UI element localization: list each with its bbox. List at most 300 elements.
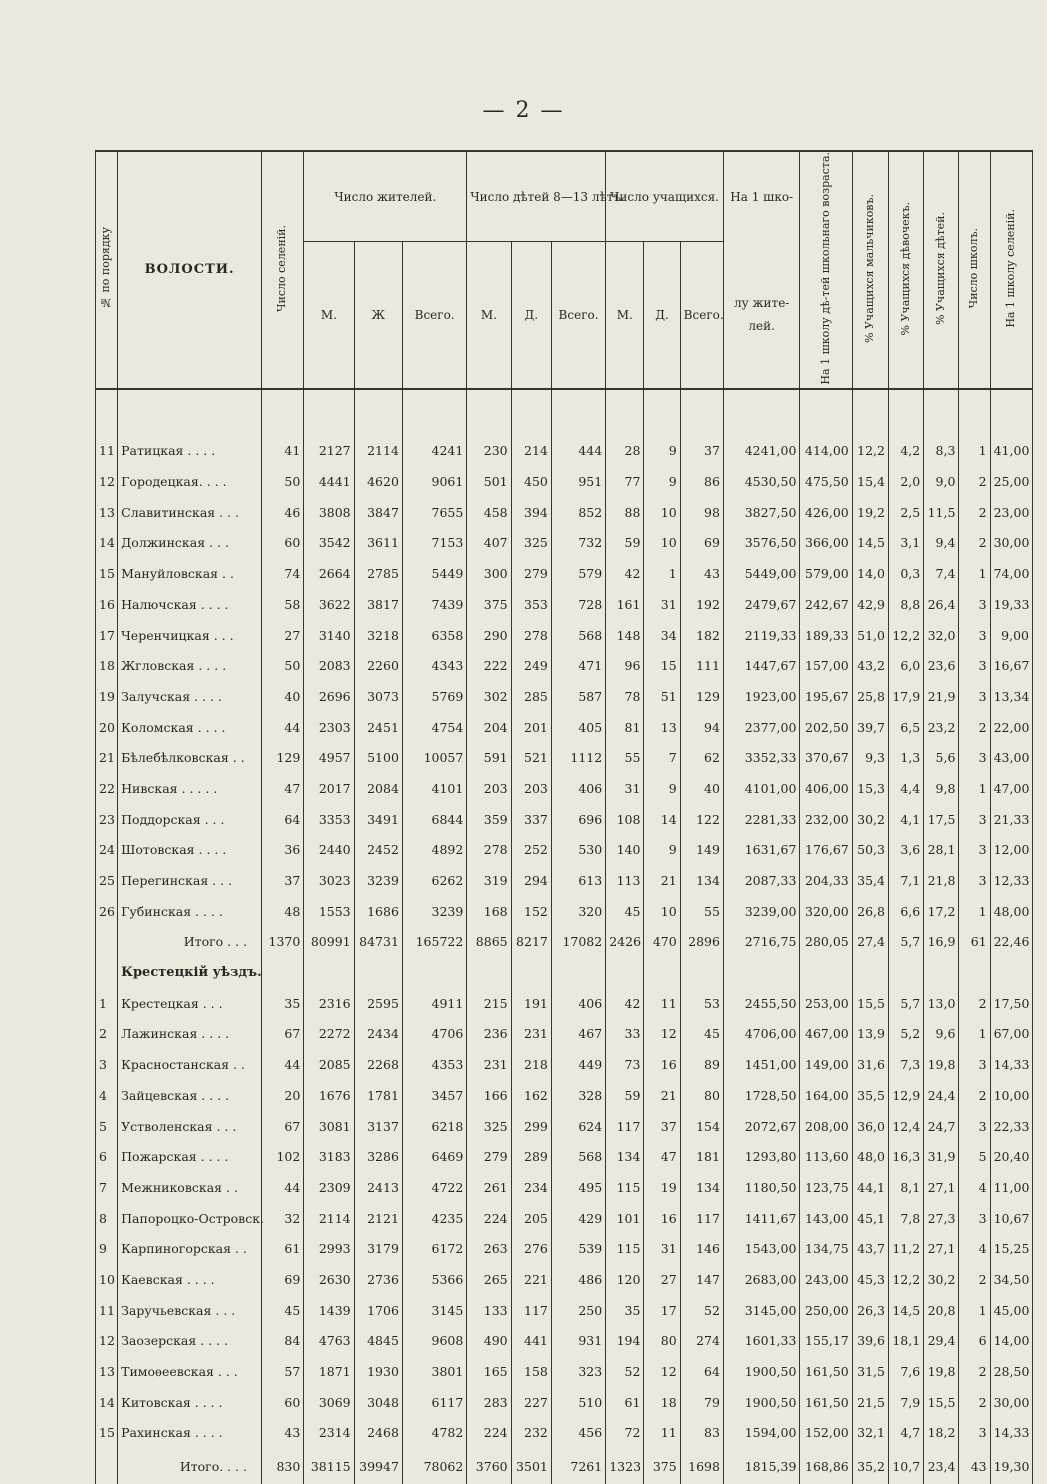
cell-children-m: 203 [467, 773, 511, 804]
cell-children-d: 221 [511, 1264, 551, 1295]
cell-residents-per-school: 4706,00 [723, 1019, 799, 1050]
cell-villages-per-school: 67,00 [990, 1019, 1032, 1050]
cell-children-d: 214 [511, 436, 551, 467]
cell-pct-boys: 15,3 [852, 773, 888, 804]
cell-pct-boys: 42,9 [852, 589, 888, 620]
cell-pct-boys: 14,0 [852, 558, 888, 589]
cell-pct-girls: 8,8 [888, 589, 923, 620]
cell-pct-children: 9,8 [924, 773, 959, 804]
cell-pct-children: 23,2 [924, 712, 959, 743]
cell-residents-per-school: 2683,00 [723, 1264, 799, 1295]
cell-pupils-m: 59 [606, 528, 644, 559]
cell-pct-children: 23,4 [924, 1448, 959, 1484]
cell-children-m: 359 [467, 804, 511, 835]
cell-pupils-d: 31 [644, 1233, 680, 1264]
cell-children-m: 222 [467, 650, 511, 681]
cell-residents-per-school: 1923,00 [723, 681, 799, 712]
section-title: Крестецкій уѣздъ. [118, 957, 262, 988]
cell-pct-boys [852, 957, 888, 988]
cell-pct-children: 27,1 [924, 1172, 959, 1203]
cell-children-m [467, 957, 511, 988]
cell-villages-per-school: 47,00 [990, 773, 1032, 804]
header-villages: Число селеній. [262, 151, 304, 389]
cell-inhabitants-zh: 2114 [354, 436, 402, 467]
cell-pct-children: 19,8 [924, 1049, 959, 1080]
cell-villages: 48 [262, 896, 304, 927]
row-number: 3 [96, 1049, 118, 1080]
volost-name: Рахинская . . . . [118, 1418, 262, 1449]
cell-children-m: 375 [467, 589, 511, 620]
cell-pupils-d: 21 [644, 1080, 680, 1111]
cell-children-total: 406 [551, 773, 605, 804]
cell-pct-boys: 50,3 [852, 835, 888, 866]
cell-pupils-d: 16 [644, 1049, 680, 1080]
volost-name: Пожарская . . . . [118, 1141, 262, 1172]
cell-inhabitants-zh: 2121 [354, 1203, 402, 1234]
header-inhabitants-zh: Ж [354, 242, 402, 389]
cell-villages: 58 [262, 589, 304, 620]
section-heading-row [96, 957, 1033, 988]
cell-inhabitants-total: 4911 [402, 988, 466, 1019]
cell-children-total [551, 957, 605, 988]
cell-children-d: 276 [511, 1233, 551, 1264]
cell-pupils-total: 45 [680, 1019, 723, 1050]
cell-children-d: 450 [511, 466, 551, 497]
cell-pupils-d: 9 [644, 835, 680, 866]
spacer-row [96, 389, 1033, 436]
cell-children-d: 203 [511, 773, 551, 804]
volost-name: Черенчицкая . . . [118, 620, 262, 651]
cell-pupils-m: 101 [606, 1203, 644, 1234]
header-pct-girls: % Учащихся дѣвочекъ. [888, 151, 923, 389]
cell-villages-per-school: 17,50 [990, 988, 1032, 1019]
cell-pupils-m: 52 [606, 1356, 644, 1387]
cell-pct-boys: 26,8 [852, 896, 888, 927]
cell-pct-children: 32,0 [924, 620, 959, 651]
cell-residents-per-school: 4530,50 [723, 466, 799, 497]
cell-inhabitants-m: 2085 [304, 1049, 354, 1080]
cell-children-per-school: 176,67 [800, 835, 852, 866]
cell-pupils-m [606, 957, 644, 988]
cell-villages: 37 [262, 865, 304, 896]
row-number: 26 [96, 896, 118, 927]
cell-pct-children: 9,0 [924, 466, 959, 497]
cell-children-d: 201 [511, 712, 551, 743]
cell-pct-children: 9,4 [924, 528, 959, 559]
cell-schools: 3 [959, 650, 990, 681]
table-row [96, 466, 1033, 497]
cell-pupils-m: 55 [606, 742, 644, 773]
row-number: 11 [96, 1295, 118, 1326]
cell-inhabitants-m: 3353 [304, 804, 354, 835]
cell-children-m: 490 [467, 1326, 511, 1357]
cell-residents-per-school: 1447,67 [723, 650, 799, 681]
cell-pupils-d: 27 [644, 1264, 680, 1295]
cell-children-m: 168 [467, 896, 511, 927]
cell-villages: 74 [262, 558, 304, 589]
cell-pct-boys: 12,2 [852, 436, 888, 467]
cell-pct-girls: 0,3 [888, 558, 923, 589]
cell-pct-boys: 19,2 [852, 497, 888, 528]
cell-pupils-m: 140 [606, 835, 644, 866]
cell-schools: 1 [959, 773, 990, 804]
cell-children-d: 289 [511, 1141, 551, 1172]
cell-children-total: 405 [551, 712, 605, 743]
cell-pupils-m: 115 [606, 1172, 644, 1203]
table-header [96, 151, 1033, 389]
cell-villages: 41 [262, 436, 304, 467]
cell-children-m: 204 [467, 712, 511, 743]
cell-pupils-d: 470 [644, 927, 680, 958]
cell-villages: 27 [262, 620, 304, 651]
cell-pupils-total: 37 [680, 436, 723, 467]
volost-name: Ратицкая . . . . [118, 436, 262, 467]
cell-inhabitants-total: 6218 [402, 1111, 466, 1142]
cell-villages: 50 [262, 466, 304, 497]
statistics-table [95, 150, 1033, 1484]
cell-pupils-m: 117 [606, 1111, 644, 1142]
volost-name: Залучская . . . . [118, 681, 262, 712]
cell-inhabitants-total: 3145 [402, 1295, 466, 1326]
cell-schools: 3 [959, 589, 990, 620]
cell-inhabitants-m [304, 957, 354, 988]
cell-villages: 67 [262, 1111, 304, 1142]
cell-inhabitants-zh: 3286 [354, 1141, 402, 1172]
cell-pct-children: 18,2 [924, 1418, 959, 1449]
row-number: 14 [96, 528, 118, 559]
volost-name: Жгловская . . . . [118, 650, 262, 681]
cell-pupils-d: 16 [644, 1203, 680, 1234]
cell-children-total: 7261 [551, 1448, 605, 1484]
row-number [96, 927, 118, 958]
cell-children-total: 250 [551, 1295, 605, 1326]
cell-inhabitants-m: 1676 [304, 1080, 354, 1111]
volost-name: Каевская . . . . [118, 1264, 262, 1295]
cell-pupils-m: 148 [606, 620, 644, 651]
cell-children-m: 325 [467, 1111, 511, 1142]
cell-pct-boys: 43,2 [852, 650, 888, 681]
cell-children-d: 158 [511, 1356, 551, 1387]
cell-children-per-school: 204,33 [800, 865, 852, 896]
cell-pct-boys: 35,4 [852, 865, 888, 896]
cell-residents-per-school: 1594,00 [723, 1418, 799, 1449]
cell-pct-children: 24,7 [924, 1111, 959, 1142]
cell-pct-boys: 21,5 [852, 1387, 888, 1418]
table-row [96, 1080, 1033, 1111]
cell-children-d: 205 [511, 1203, 551, 1234]
cell-pct-children: 5,6 [924, 742, 959, 773]
row-number: 25 [96, 865, 118, 896]
cell-pct-boys: 25,8 [852, 681, 888, 712]
header-inhabitants: Число жителей. [304, 151, 467, 242]
cell-pct-girls: 12,2 [888, 1264, 923, 1295]
cell-inhabitants-zh: 2260 [354, 650, 402, 681]
cell-villages: 44 [262, 1049, 304, 1080]
cell-pct-children: 28,1 [924, 835, 959, 866]
header-order-no: № по порядку [96, 151, 118, 389]
cell-children-total: 444 [551, 436, 605, 467]
cell-schools: 2 [959, 497, 990, 528]
cell-villages: 40 [262, 681, 304, 712]
cell-inhabitants-total: 6172 [402, 1233, 466, 1264]
cell-villages-per-school: 34,50 [990, 1264, 1032, 1295]
cell-children-d: 249 [511, 650, 551, 681]
cell-pupils-total: 80 [680, 1080, 723, 1111]
volost-name: Межниковская . . [118, 1172, 262, 1203]
cell-children-per-school: 143,00 [800, 1203, 852, 1234]
table-row [96, 712, 1033, 743]
cell-pct-children: 30,2 [924, 1264, 959, 1295]
cell-pct-boys: 48,0 [852, 1141, 888, 1172]
cell-pupils-total: 181 [680, 1141, 723, 1172]
cell-inhabitants-zh: 2413 [354, 1172, 402, 1203]
volost-name: Карпиногорская . . [118, 1233, 262, 1264]
cell-pct-boys: 9,3 [852, 742, 888, 773]
cell-inhabitants-m: 80991 [304, 927, 354, 958]
cell-children-m: 133 [467, 1295, 511, 1326]
cell-pupils-d: 13 [644, 712, 680, 743]
cell-children-total: 931 [551, 1326, 605, 1357]
cell-schools: 3 [959, 1418, 990, 1449]
volost-name: Итого. . . . [118, 1448, 262, 1484]
cell-schools: 3 [959, 804, 990, 835]
cell-pct-children: 7,4 [924, 558, 959, 589]
cell-pupils-total: 64 [680, 1356, 723, 1387]
cell-pct-girls: 16,3 [888, 1141, 923, 1172]
table-row [96, 1356, 1033, 1387]
cell-pct-girls: 14,5 [888, 1295, 923, 1326]
cell-children-d: 234 [511, 1172, 551, 1203]
cell-children-per-school: 366,00 [800, 528, 852, 559]
table-row [96, 988, 1033, 1019]
cell-residents-per-school: 1293,80 [723, 1141, 799, 1172]
cell-children-per-school: 113,60 [800, 1141, 852, 1172]
cell-residents-per-school: 1900,50 [723, 1387, 799, 1418]
header-schools: Число школъ. [959, 151, 990, 389]
cell-inhabitants-total: 6844 [402, 804, 466, 835]
cell-villages-per-school: 9,00 [990, 620, 1032, 651]
cell-villages-per-school: 14,33 [990, 1049, 1032, 1080]
cell-pct-children: 13,0 [924, 988, 959, 1019]
cell-pct-girls: 5,2 [888, 1019, 923, 1050]
cell-inhabitants-m: 2127 [304, 436, 354, 467]
cell-children-d: 325 [511, 528, 551, 559]
cell-residents-per-school: 3827,50 [723, 497, 799, 528]
cell-residents-per-school: 1900,50 [723, 1356, 799, 1387]
cell-children-total: 579 [551, 558, 605, 589]
cell-children-per-school: 253,00 [800, 988, 852, 1019]
cell-schools: 6 [959, 1326, 990, 1357]
cell-pupils-d: 47 [644, 1141, 680, 1172]
cell-residents-per-school: 3145,00 [723, 1295, 799, 1326]
cell-inhabitants-total: 3457 [402, 1080, 466, 1111]
row-number: 21 [96, 742, 118, 773]
cell-children-m: 300 [467, 558, 511, 589]
cell-children-total: 613 [551, 865, 605, 896]
cell-pupils-d: 31 [644, 589, 680, 620]
volost-name: Лажинская . . . . [118, 1019, 262, 1050]
cell-children-total: 406 [551, 988, 605, 1019]
cell-residents-per-school: 3576,50 [723, 528, 799, 559]
cell-villages: 61 [262, 1233, 304, 1264]
cell-pupils-d: 10 [644, 528, 680, 559]
cell-inhabitants-zh: 2736 [354, 1264, 402, 1295]
cell-villages: 44 [262, 1172, 304, 1203]
row-number: 12 [96, 466, 118, 497]
cell-pupils-total: 154 [680, 1111, 723, 1142]
cell-children-total: 323 [551, 1356, 605, 1387]
cell-residents-per-school: 5449,00 [723, 558, 799, 589]
cell-children-per-school: 475,50 [800, 466, 852, 497]
cell-children-m: 236 [467, 1019, 511, 1050]
cell-villages: 64 [262, 804, 304, 835]
cell-inhabitants-zh: 2084 [354, 773, 402, 804]
cell-children-m: 224 [467, 1203, 511, 1234]
cell-inhabitants-m: 2440 [304, 835, 354, 866]
cell-pct-girls: 4,4 [888, 773, 923, 804]
cell-pct-boys: 26,3 [852, 1295, 888, 1326]
cell-pct-children: 23,6 [924, 650, 959, 681]
cell-residents-per-school: 3352,33 [723, 742, 799, 773]
cell-children-d: 3501 [511, 1448, 551, 1484]
cell-pupils-d: 80 [644, 1326, 680, 1357]
cell-villages: 50 [262, 650, 304, 681]
cell-inhabitants-zh [354, 957, 402, 988]
cell-inhabitants-total: 5449 [402, 558, 466, 589]
cell-inhabitants-m: 1553 [304, 896, 354, 927]
cell-inhabitants-m: 3023 [304, 865, 354, 896]
cell-pupils-m: 108 [606, 804, 644, 835]
cell-children-total: 510 [551, 1387, 605, 1418]
cell-inhabitants-zh: 3073 [354, 681, 402, 712]
cell-pupils-m: 77 [606, 466, 644, 497]
cell-pupils-total: 2896 [680, 927, 723, 958]
cell-children-d: 337 [511, 804, 551, 835]
cell-residents-per-school: 1815,39 [723, 1448, 799, 1484]
cell-children-m: 290 [467, 620, 511, 651]
cell-children-d: 252 [511, 835, 551, 866]
cell-pupils-total: 111 [680, 650, 723, 681]
cell-pct-children: 26,4 [924, 589, 959, 620]
cell-children-m: 283 [467, 1387, 511, 1418]
cell-inhabitants-total: 78062 [402, 1448, 466, 1484]
cell-pupils-total: 83 [680, 1418, 723, 1449]
cell-inhabitants-total: 3239 [402, 896, 466, 927]
cell-inhabitants-zh: 1930 [354, 1356, 402, 1387]
cell-children-per-school: 149,00 [800, 1049, 852, 1080]
row-number: 23 [96, 804, 118, 835]
cell-pupils-total: 147 [680, 1264, 723, 1295]
cell-pct-children: 20,8 [924, 1295, 959, 1326]
cell-pct-girls: 17,9 [888, 681, 923, 712]
cell-pupils-total: 40 [680, 773, 723, 804]
table-row [96, 865, 1033, 896]
cell-residents-per-school: 1543,00 [723, 1233, 799, 1264]
cell-children-per-school: 152,00 [800, 1418, 852, 1449]
header-per-school-residents-bottom: лу жите-лей. [723, 242, 799, 389]
table-row [96, 1264, 1033, 1295]
cell-children-m: 165 [467, 1356, 511, 1387]
cell-children-total: 486 [551, 1264, 605, 1295]
table-row [96, 681, 1033, 712]
cell-inhabitants-m: 38115 [304, 1448, 354, 1484]
cell-pupils-d: 15 [644, 650, 680, 681]
cell-children-per-school: 243,00 [800, 1264, 852, 1295]
cell-pct-girls: 5,7 [888, 988, 923, 1019]
row-number: 13 [96, 1356, 118, 1387]
row-number: 22 [96, 773, 118, 804]
cell-inhabitants-zh: 2451 [354, 712, 402, 743]
cell-children-total: 449 [551, 1049, 605, 1080]
cell-villages: 35 [262, 988, 304, 1019]
cell-children-d: 231 [511, 1019, 551, 1050]
cell-villages: 46 [262, 497, 304, 528]
cell-pupils-total: 69 [680, 528, 723, 559]
cell-residents-per-school: 2072,67 [723, 1111, 799, 1142]
cell-schools: 61 [959, 927, 990, 958]
cell-schools: 2 [959, 1387, 990, 1418]
cell-inhabitants-zh: 2468 [354, 1418, 402, 1449]
cell-inhabitants-total: 4706 [402, 1019, 466, 1050]
cell-villages-per-school: 30,00 [990, 1387, 1032, 1418]
cell-pct-boys: 35,5 [852, 1080, 888, 1111]
cell-children-total: 568 [551, 1141, 605, 1172]
cell-children-per-school: 157,00 [800, 650, 852, 681]
cell-pct-children: 9,6 [924, 1019, 959, 1050]
cell-children-total: 456 [551, 1418, 605, 1449]
cell-inhabitants-zh: 3179 [354, 1233, 402, 1264]
cell-pct-children: 8,3 [924, 436, 959, 467]
table-row [96, 558, 1033, 589]
cell-inhabitants-m: 3183 [304, 1141, 354, 1172]
cell-pupils-total: 98 [680, 497, 723, 528]
cell-children-d: 294 [511, 865, 551, 896]
cell-villages-per-school: 43,00 [990, 742, 1032, 773]
cell-inhabitants-total: 4722 [402, 1172, 466, 1203]
cell-pct-children: 27,3 [924, 1203, 959, 1234]
cell-schools: 2 [959, 466, 990, 497]
cell-children-total: 539 [551, 1233, 605, 1264]
cell-pupils-m: 134 [606, 1141, 644, 1172]
cell-children-m: 278 [467, 835, 511, 866]
cell-pupils-total: 53 [680, 988, 723, 1019]
cell-villages: 44 [262, 712, 304, 743]
cell-schools: 2 [959, 1080, 990, 1111]
cell-schools: 2 [959, 1264, 990, 1295]
cell-schools: 2 [959, 1356, 990, 1387]
cell-pct-girls: 8,1 [888, 1172, 923, 1203]
row-number: 15 [96, 1418, 118, 1449]
volost-name: Заозерская . . . . [118, 1326, 262, 1357]
cell-inhabitants-m: 4957 [304, 742, 354, 773]
cell-children-total: 530 [551, 835, 605, 866]
cell-pct-girls: 12,9 [888, 1080, 923, 1111]
cell-children-total: 17082 [551, 927, 605, 958]
cell-pupils-d: 34 [644, 620, 680, 651]
cell-children-d: 521 [511, 742, 551, 773]
cell-pupils-m: 115 [606, 1233, 644, 1264]
cell-villages-per-school: 21,33 [990, 804, 1032, 835]
cell-children-d: 232 [511, 1418, 551, 1449]
table-row [96, 1418, 1033, 1449]
cell-pupils-total: 129 [680, 681, 723, 712]
cell-children-d: 353 [511, 589, 551, 620]
cell-children-total: 624 [551, 1111, 605, 1142]
cell-pct-children: 19,8 [924, 1356, 959, 1387]
volost-name: Папороцко-Островск. [118, 1203, 262, 1234]
cell-pct-children: 29,4 [924, 1326, 959, 1357]
row-number: 11 [96, 436, 118, 467]
